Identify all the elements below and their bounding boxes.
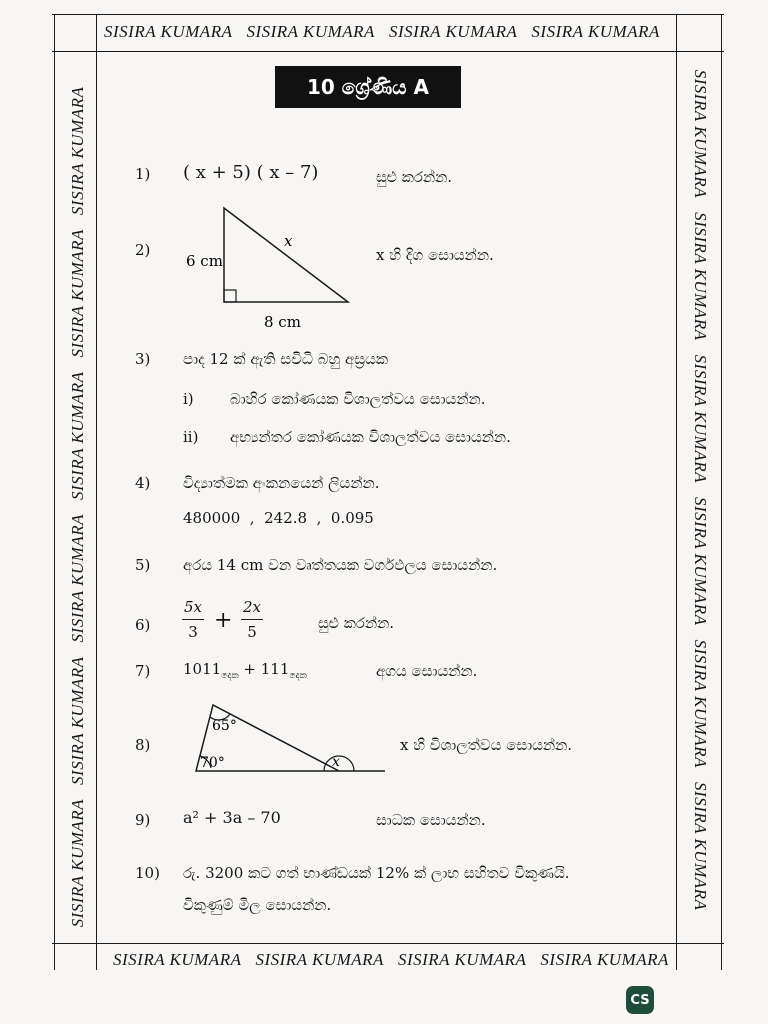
watermark-top: SISIRA KUMARA SISIRA KUMARA SISIRA KUMARA SISIRA KUMARA: [104, 22, 660, 41]
watermark-right: SISIRA KUMARASISIRA KUMARASISIRA KUMARASISIRA KUMARASISIRA KUMARASISIRA KUMARA: [691, 69, 710, 911]
question-5-number: 5): [135, 556, 151, 574]
question-10-number: 10): [135, 864, 160, 882]
angle-triangle-figure: [188, 700, 393, 780]
question-9-number: 9): [135, 811, 151, 829]
question-1-number: 1): [135, 165, 151, 183]
page-title: 10 ශ්‍රේණිය A: [275, 66, 461, 108]
question-9-instruction: සාධක සොයන්න.: [376, 811, 486, 829]
frame-right-outer-line: [721, 14, 722, 970]
right-triangle-figure: [180, 200, 360, 335]
question-2-number: 2): [135, 241, 151, 259]
side-a-label: 6 cm: [186, 252, 223, 270]
question-3-part-i-label: i): [183, 390, 194, 408]
question-3-number: 3): [135, 350, 151, 368]
question-1-expression: ( x + 5) ( x – 7): [183, 162, 319, 183]
question-6-fraction-2: [241, 598, 263, 641]
question-3-text: පාද 12 ක් ඇති සවිධි බහු අස්‍රයක: [183, 350, 389, 368]
question-8-instruction: x හි විශාලත්වය සොයන්න.: [400, 736, 573, 754]
question-7-number: 7): [135, 662, 151, 680]
fraction-2-denominator: 5: [247, 623, 257, 641]
watermark-bottom: SISIRA KUMARA SISIRA KUMARA SISIRA KUMARA SISIRA KUMARA: [113, 950, 669, 969]
watermark-left: SISIRA KUMARASISIRA KUMARASISIRA KUMARASISIRA KUMARASISIRA KUMARASISIRA KUMARA: [68, 86, 87, 928]
question-3-part-ii-text: අභ්‍යන්තර කෝණයක විශාලත්වය සොයන්න.: [230, 428, 511, 446]
frame-right-inner-line: [676, 14, 677, 970]
fraction-1-numerator: 5x: [184, 598, 203, 616]
frame-left-inner-line: [96, 14, 97, 970]
question-6-number: 6): [135, 616, 151, 634]
question-6-instruction: සුළු කරන්න.: [318, 614, 395, 632]
question-1-instruction: සුළු කරන්න.: [376, 168, 453, 186]
question-10-line-2: විකුණුම් මිල සොයන්න.: [183, 896, 332, 914]
question-4-number: 4): [135, 474, 151, 492]
question-4-text: විද්‍යාත්මක අංකනයෙන් ලියන්න.: [183, 474, 380, 492]
question-2-instruction: x හි දිග සොයන්න.: [376, 246, 494, 264]
question-3-part-ii-label: ii): [183, 428, 199, 446]
frame-left-outer-line: [54, 14, 55, 970]
question-3-part-i-text: බාහිර කෝණයක විශාලත්වය සොයන්න.: [230, 390, 486, 408]
question-9-expression: a² + 3a – 70: [183, 808, 281, 827]
frame-bottom-inner-line: [52, 943, 724, 944]
fraction-1-denominator: 3: [188, 623, 198, 641]
hypotenuse-label: x: [284, 232, 293, 250]
question-7-expression: $1011_{දෙක} + 111_{දෙක}$: [183, 660, 307, 681]
question-5-text: අරය 14 cm වන වෘත්තයක වර්ගඵලය සොයන්න.: [183, 556, 498, 574]
question-10-line-1: රු. 3200 කට ගත් භාණ්ඩයක් 12% ක් ලාභ සහිතව විකුණයි.: [183, 864, 570, 882]
question-6-fraction-1: [182, 598, 204, 641]
question-7-instruction: අගය සොයන්න.: [376, 662, 478, 680]
side-b-label: 8 cm: [264, 313, 301, 331]
frame-top-inner-line: [52, 51, 724, 52]
question-6-plus: +: [214, 608, 233, 633]
fraction-2-numerator: 2x: [243, 598, 262, 616]
angle-70-label: 70°: [200, 755, 225, 771]
angle-65-label: 65°: [212, 718, 237, 734]
camscanner-badge: CS: [626, 986, 654, 1014]
angle-x-label: x: [332, 754, 340, 770]
question-4-values: 480000 , 242.8 , 0.095: [183, 509, 374, 527]
frame-top-line: [52, 14, 724, 15]
question-8-number: 8): [135, 736, 151, 754]
